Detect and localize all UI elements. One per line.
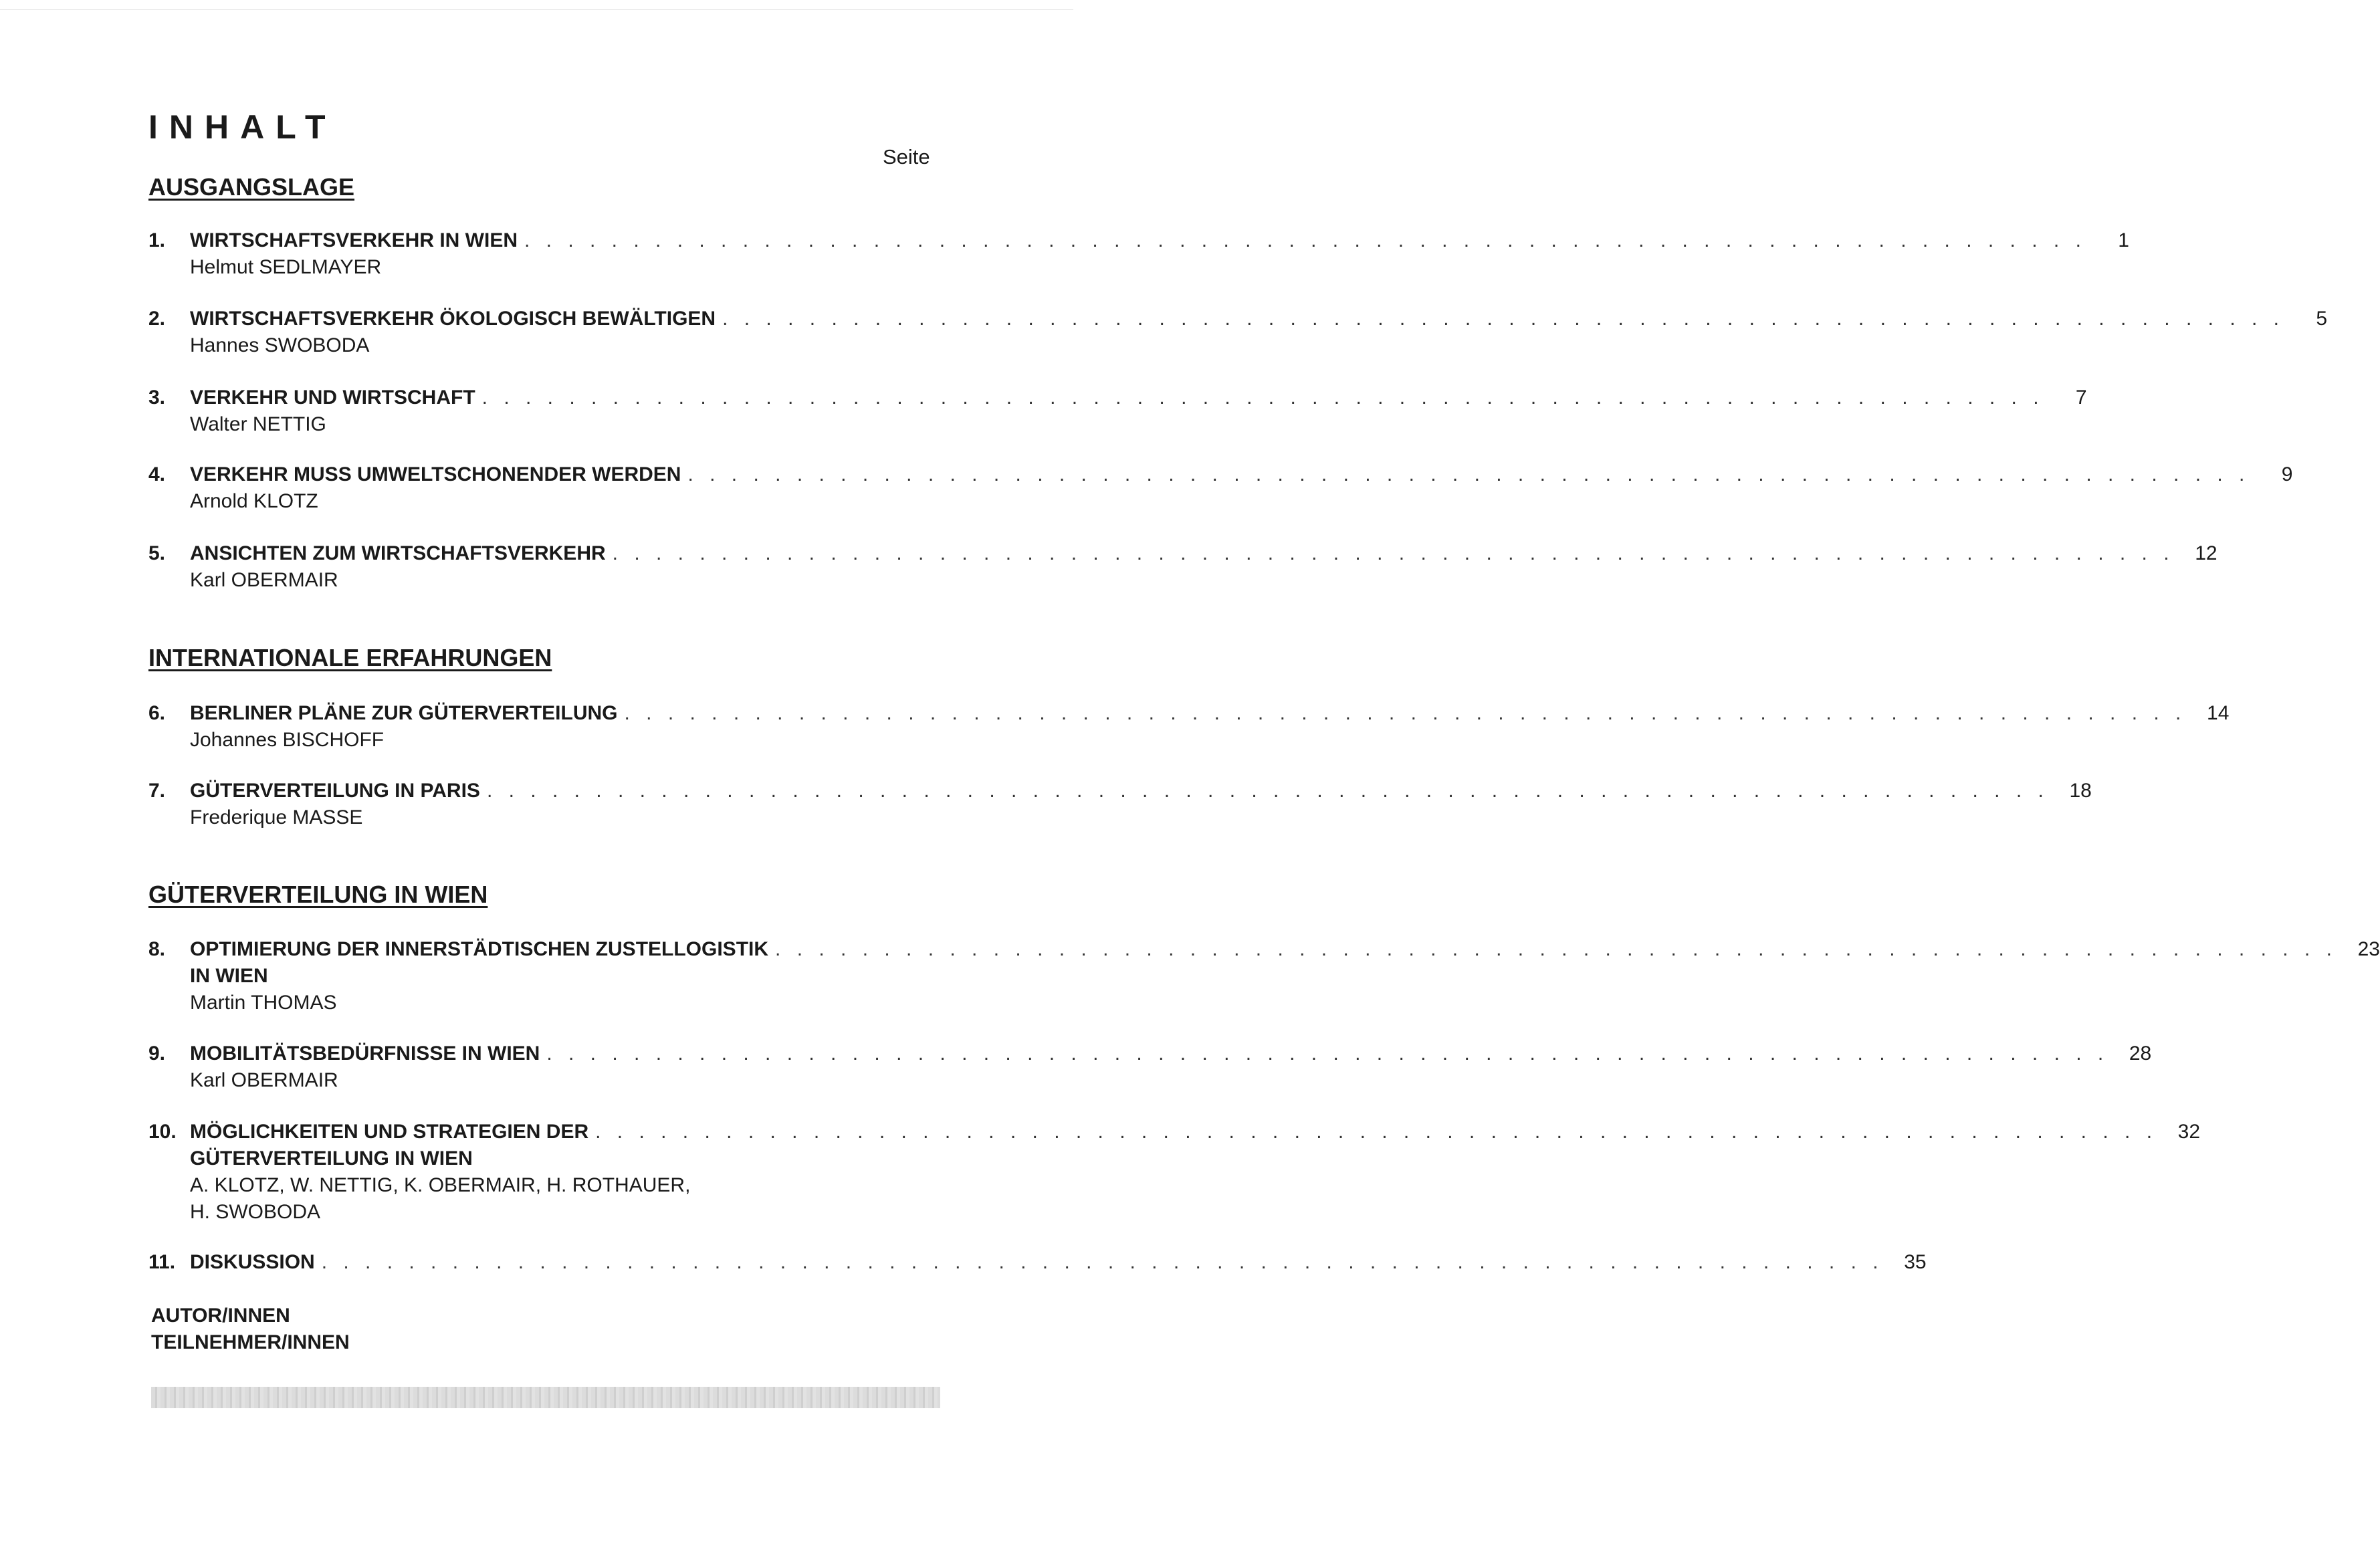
entry-title: BERLINER PLÄNE ZUR GÜTERVERTEILUNG bbox=[190, 702, 618, 724]
toc-entry bbox=[148, 306, 2327, 359]
toc-entry bbox=[148, 1040, 2152, 1094]
entry-number: 3. bbox=[148, 386, 166, 409]
entry-author: Arnold KLOTZ bbox=[190, 490, 318, 512]
toc-entry bbox=[148, 700, 2230, 754]
dot-leader: . . . . . . . . . . . . . . . . . . . . . . . . . . . . . . . . . . . . . . . . . . . . . . . . . . . . . . . . . . . . . . . . . . . . . . . . bbox=[595, 1121, 2158, 1143]
toc-entry bbox=[148, 461, 2293, 515]
entry-page-number: 1 bbox=[2118, 229, 2129, 251]
entry-author: Johannes BISCHOFF bbox=[190, 729, 385, 751]
dot-leader: . . . . . . . . . . . . . . . . . . . . . . . . . . . . . . . . . . . . . . . . . . . . . . . . . . . . . . . . . . . . . . . . . . . . . . . . bbox=[722, 308, 2284, 330]
entry-author: Walter NETTIG bbox=[190, 413, 326, 435]
closing-headings bbox=[151, 1303, 350, 1356]
dot-leader: . . . . . . . . . . . . . . . . . . . . . . . . . . . . . . . . . . . . . . . . . . . . . . . . . . . . . . . . . . . . . . . . . . . . . . . . bbox=[612, 542, 2175, 564]
entry-title: VERKEHR MUSS UMWELTSCHONENDER WERDEN bbox=[190, 463, 681, 485]
entry-title: OPTIMIERUNG DER INNERSTÄDTISCHEN ZUSTELLOGISTIK bbox=[190, 938, 769, 960]
entry-page-number: 9 bbox=[2281, 463, 2293, 485]
authors-heading: AUTOR/INNEN bbox=[151, 1305, 290, 1327]
entry-page-number: 23 bbox=[2357, 938, 2380, 960]
toc-entry bbox=[148, 1249, 1927, 1276]
entry-title: DISKUSSION bbox=[190, 1251, 315, 1273]
entry-number: 5. bbox=[148, 542, 166, 564]
entry-page-number: 35 bbox=[1904, 1251, 1927, 1273]
entry-title-continuation: GÜTERVERTEILUNG IN WIEN bbox=[190, 1147, 473, 1169]
entry-number: 9. bbox=[148, 1042, 166, 1065]
toc-entry bbox=[148, 227, 2129, 281]
entry-page-number: 18 bbox=[2069, 780, 2092, 802]
entry-author: Martin THOMAS bbox=[190, 992, 337, 1014]
entry-page-number: 12 bbox=[2195, 542, 2217, 564]
entry-title-continuation: IN WIEN bbox=[190, 965, 268, 987]
dot-leader: . . . . . . . . . . . . . . . . . . . . . . . . . . . . . . . . . . . . . . . . . . . . . . . . . . . . . . . . . . . . . . . . . . . . . . . . bbox=[481, 386, 2044, 409]
section-heading-wien: GÜTERVERTEILUNG IN WIEN bbox=[148, 881, 488, 908]
entry-author-continuation: H. SWOBODA bbox=[190, 1201, 321, 1223]
entry-author: Hannes SWOBODA bbox=[190, 334, 370, 356]
entry-author: Helmut SEDLMAYER bbox=[190, 256, 382, 278]
toc-entry bbox=[148, 540, 2217, 594]
dot-leader: . . . . . . . . . . . . . . . . . . . . . . . . . . . . . . . . . . . . . . . . . . . . . . . . . . . . . . . . . . . . . . . . . . . . . . . . bbox=[486, 780, 2049, 802]
entry-title: VERKEHR UND WIRTSCHAFT bbox=[190, 386, 475, 409]
toc-entry bbox=[148, 936, 2380, 1016]
entry-number: 8. bbox=[148, 938, 166, 960]
entry-number: 7. bbox=[148, 780, 166, 802]
entry-number: 2. bbox=[148, 308, 166, 330]
gray-scan-band bbox=[151, 1387, 940, 1408]
entry-page-number: 32 bbox=[2177, 1121, 2201, 1143]
page-title: INHALT bbox=[148, 108, 337, 146]
entry-title: MOBILITÄTSBEDÜRFNISSE IN WIEN bbox=[190, 1042, 540, 1065]
entry-title: ANSICHTEN ZUM WIRTSCHAFTSVERKEHR bbox=[190, 542, 606, 564]
toc-entry bbox=[148, 778, 2092, 831]
entry-author: Frederique MASSE bbox=[190, 806, 363, 828]
dot-leader: . . . . . . . . . . . . . . . . . . . . . . . . . . . . . . . . . . . . . . . . . . . . . . . . . . . . . . . . . . . . . . . . . . . . . . . . bbox=[687, 463, 2250, 485]
dot-leader: . . . . . . . . . . . . . . . . . . . . . . . . . . . . . . . . . . . . . . . . . . . . . . . . . . . . . . . . . . . . . . . . . . . . . . . . bbox=[321, 1251, 1884, 1273]
toc-entry bbox=[148, 384, 2087, 438]
dot-leader: . . . . . . . . . . . . . . . . . . . . . . . . . . . . . . . . . . . . . . . . . . . . . . . . . . . . . . . . . . . . . . . . . . . . . . . . bbox=[624, 702, 2187, 724]
section-heading-international: INTERNATIONALE ERFAHRUNGEN bbox=[148, 644, 552, 671]
page-column-label: Seite bbox=[883, 145, 930, 169]
scan-edge-line bbox=[0, 9, 1073, 10]
entry-number: 11. bbox=[148, 1251, 176, 1273]
entry-author: Karl OBERMAIR bbox=[190, 1069, 338, 1091]
entry-title: GÜTERVERTEILUNG IN PARIS bbox=[190, 780, 480, 802]
entry-title: WIRTSCHAFTSVERKEHR IN WIEN bbox=[190, 229, 518, 251]
dot-leader: . . . . . . . . . . . . . . . . . . . . . . . . . . . . . . . . . . . . . . . . . . . . . . . . . . . . . . . . . . . . . . . . . . . . . . . . bbox=[524, 229, 2086, 251]
entry-number: 4. bbox=[148, 463, 166, 485]
entry-page-number: 7 bbox=[2075, 386, 2087, 409]
entry-page-number: 5 bbox=[2316, 308, 2327, 330]
entry-author: A. KLOTZ, W. NETTIG, K. OBERMAIR, H. ROTHAUER, bbox=[190, 1174, 691, 1196]
entry-author: Karl OBERMAIR bbox=[190, 569, 338, 591]
dot-leader: . . . . . . . . . . . . . . . . . . . . . . . . . . . . . . . . . . . . . . . . . . . . . . . . . . . . . . . . . . . . . . . . . . . . . . . . bbox=[775, 938, 2337, 960]
participants-heading: TEILNEHMER/INNEN bbox=[151, 1331, 350, 1353]
entry-page-number: 14 bbox=[2207, 702, 2230, 724]
section-heading-ausgangslage: AUSGANGSLAGE bbox=[148, 173, 355, 201]
entry-title: WIRTSCHAFTSVERKEHR ÖKOLOGISCH BEWÄLTIGEN bbox=[190, 308, 716, 330]
entry-number: 10. bbox=[148, 1121, 177, 1143]
entry-title: MÖGLICHKEITEN UND STRATEGIEN DER bbox=[190, 1121, 589, 1143]
toc-entry bbox=[148, 1119, 2201, 1226]
dot-leader: . . . . . . . . . . . . . . . . . . . . . . . . . . . . . . . . . . . . . . . . . . . . . . . . . . . . . . . . . . . . . . . . . . . . . . . . bbox=[546, 1042, 2109, 1065]
entry-page-number: 28 bbox=[2129, 1042, 2152, 1065]
entry-number: 1. bbox=[148, 229, 166, 251]
entry-number: 6. bbox=[148, 702, 166, 724]
